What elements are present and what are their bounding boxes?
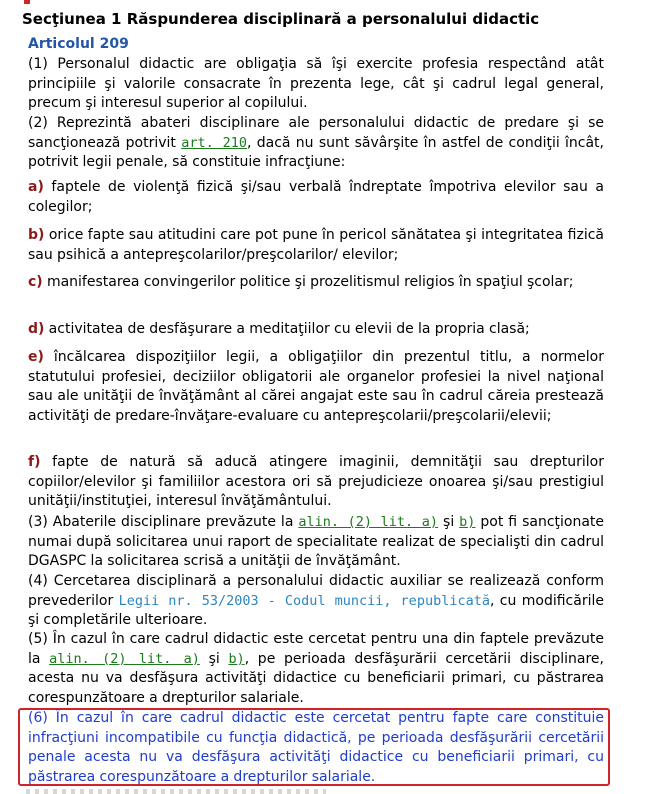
letter-f <box>28 453 604 512</box>
letter-e <box>28 348 604 426</box>
paragraph-6-highlighted: (6) În cazul în care cadrul didactic este cercetat pentru fapte care constituie infracţiuni incompatibile cu funcţia didactică, pe perioada desfăşurării cercetării penale acesta nu va desfăşura activităţi didactice cu beneficiarii primari, cu păstrarea corespunzătoare a drepturilor salariale. <box>28 710 604 785</box>
codul-muncii-reference: Legii nr. 53/2003 - Codul muncii, republicată <box>118 592 490 609</box>
letter-d-text: activitatea de desfăşurare a meditaţiilor cu elevii de la propria clasă; <box>44 321 530 337</box>
paragraph-2 <box>28 114 604 173</box>
letter-d-label: d) <box>28 321 45 337</box>
clipped-previous-line <box>0 0 652 4</box>
paragraph-3-text-start: (3) Abaterile disciplinare prevăzute la <box>28 514 299 530</box>
letter-d <box>28 320 604 340</box>
art-210-link[interactable]: art. 210 <box>181 134 248 151</box>
letter-c-text: manifestarea convingerilor politice şi prozelitismul religios în spaţiul şcolar; <box>42 274 574 290</box>
paragraph-3-text-end: pot fi sancţionate numai după solicitarea unui raport de specialitate realizat de specialişti din cadrul DGASPC la solicitarea scrisă a unităţii de învăţământ. <box>28 514 605 569</box>
alin-2-lit-a-link-2[interactable]: alin. (2) lit. a) <box>49 650 200 667</box>
letter-b-text: orice fapte sau atitudini care pot pune în pericol sănătatea şi integritatea fizică sau psihică a antepreşcolarilor/preşcolarilor/ elevilor; <box>28 227 604 263</box>
alin-2-lit-a-link[interactable]: alin. (2) lit. a) <box>298 514 439 530</box>
paragraph-4-text-end: , cu modificările şi completările ulterioare. <box>28 592 604 628</box>
paragraph-5-text-end: , pe perioada desfăşurării cercetării disciplinare, acesta nu va desfăşura activităţi didactice cu beneficiarii primari, cu păstrarea corespunzătoare a drepturilor salariale. <box>28 650 604 706</box>
paragraph-4 <box>28 572 604 631</box>
section-title: Secţiunea 1 Răspunderea disciplinară a personalului didactic <box>22 10 540 28</box>
letter-f-label: f) <box>28 454 41 470</box>
paragraph-3 <box>28 513 604 572</box>
letter-b <box>28 226 604 265</box>
paragraph-5-text-mid: şi <box>199 650 229 667</box>
letter-a <box>28 178 604 217</box>
article-heading: Articolul 209 <box>28 36 129 52</box>
letter-e-text: încălcarea dispoziţiilor legii, a obligaţiilor din prezentul titlu, a normelor statutului profesiei, deciziilor obligatorii ale organelor profesiei la nivel naţional sau ale unităţii de învăţământ al cărei angajat este sau în cadrul căreia prestează activităţi de predare-învăţare-evaluare cu antepreşcolarii/preşcolarii/elevii; <box>28 349 604 424</box>
letter-c-label: c) <box>28 274 43 290</box>
letter-e-label: e) <box>28 349 44 365</box>
letter-c <box>28 273 604 293</box>
letter-a-label: a) <box>28 179 44 195</box>
paragraph-4-text-start: (4) Cercetarea disciplinară a personalului didactic auxiliar se realizează conform prevederilor <box>28 573 604 609</box>
lit-b-link[interactable]: b) <box>459 514 476 530</box>
letter-a-text: faptele de violenţă fizică şi/sau verbală îndreptate împotriva elevilor sau a colegilor; <box>28 179 604 215</box>
paragraph-5-text-start: (5) În cazul în care cadrul didactic este cercetat pentru una din faptele prevăzute la <box>28 631 604 667</box>
paragraph-2-text-end: , dacă nu sunt săvârşite în astfel de condiţii încât, potrivit legii penale, să constituie infracţiune: <box>28 134 604 170</box>
clipped-next-line <box>26 789 326 794</box>
paragraph-5 <box>28 630 604 708</box>
paragraph-3-text-mid: şi <box>438 514 460 530</box>
letter-f-text: fapte de natură să aducă atingere imaginii, demnităţii sau drepturilor copiilor/elevilor şi familiilor acestora ori să prejudicieze onoarea şi/sau prestigiul unităţii/instituţiei, interesul învăţământului. <box>28 454 604 509</box>
paragraph-2-text-start: (2) Reprezintă abateri disciplinare ale personalului didactic de predare şi se sancţionează potrivit <box>28 115 604 151</box>
paragraph-1: (1) Personalul didactic are obligaţia să îşi exercite profesia respectând atât principiile şi valorile consacrate în prezenta lege, cât şi cadrul legal general, precum şi interesul superior al copilului. <box>28 56 604 111</box>
lit-b-link-2[interactable]: b) <box>228 650 245 667</box>
letter-b-label: b) <box>28 227 45 243</box>
